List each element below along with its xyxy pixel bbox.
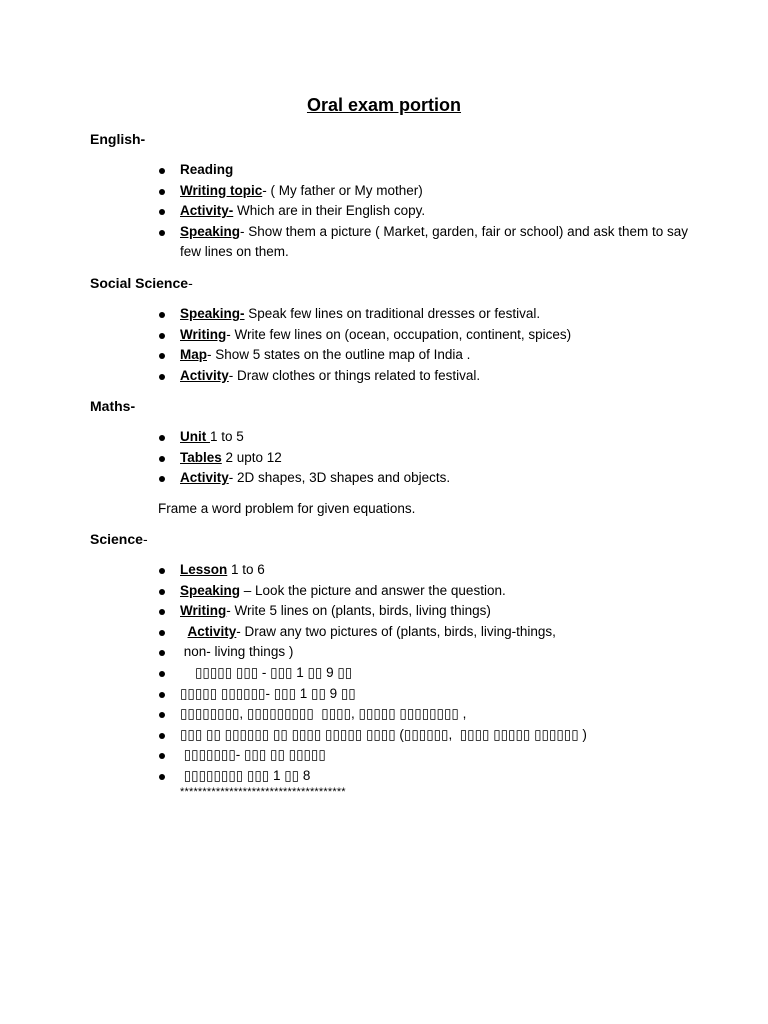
item-text: – Look the picture and answer the question. [240,582,506,598]
item-key: Activity- [180,203,234,219]
section-heading-english: English- [90,131,146,147]
item-text: - Draw any two pictures of (plants, birds, living-things, [236,623,556,639]
item-text: - Draw clothes or things related to festival. [228,367,481,383]
list-item-hindi: ▯▯▯▯▯▯▯▯, ▯▯▯▯▯▯▯▯▯ ▯▯▯▯, ▯▯▯▯▯ ▯▯▯▯▯▯▯▯ , [158,704,698,725]
social-science-list [158,304,698,386]
section-heading-science [90,531,148,547]
item-text: - Write 5 lines on (plants, birds, living things) [226,603,491,619]
item-key: Writing [180,326,227,342]
item-key: Speaking [180,582,241,598]
maths-note: Frame a word problem for given equations. [158,501,416,516]
item-text: 2 upto 12 [221,449,282,465]
item-text: - Write few lines on (ocean, occupation, continent, spices) [226,326,572,342]
item-key: Writing [180,603,227,619]
list-item [158,181,698,202]
heading-dash: - [142,531,148,547]
list-item [158,325,698,346]
item-indent [180,624,188,639]
item-text: 1 to 5 [210,429,244,444]
item-key: Reading [180,162,234,177]
list-item [158,448,698,469]
item-text: Which are in their English copy. [233,203,426,219]
item-key: Activity [180,367,229,383]
item-key: Activity [187,623,237,639]
list-item [158,560,698,581]
item-key: Lesson [180,562,228,577]
list-item [158,581,698,602]
list-item [158,160,698,181]
list-item-hindi: ▯▯▯▯▯ ▯▯▯▯▯▯- ▯▯▯ 1 ▯▯ 9 ▯▯ [158,684,698,705]
section-heading-maths: Maths- [90,398,136,414]
item-key: Speaking [180,223,241,239]
list-item [158,601,698,622]
english-list [158,160,698,263]
page-title: Oral exam portion [306,95,462,115]
item-key: Activity [180,470,229,486]
science-list [158,560,698,787]
item-text: Speak few lines on traditional dresses or festival. [244,306,541,321]
list-item-hindi: ▯▯▯▯▯▯▯▯ ▯▯▯ 1 ▯▯ 8 [158,766,698,787]
list-item [158,201,698,222]
list-item-hindi: ▯▯▯▯▯▯▯- ▯▯▯ ▯▯ ▯▯▯▯▯ [158,745,698,766]
item-key: Writing topic [180,182,263,198]
item-text: - 2D shapes, 3D shapes and objects. [228,470,451,486]
heading-text: Social Science [90,275,189,291]
item-text: - Show them a picture ( Market, garden, fair or school) and ask them to say few lines on them. [180,223,688,260]
list-item-hindi: ▯▯▯▯▯ ▯▯▯ - ▯▯▯ 1 ▯▯ 9 ▯▯ [158,663,698,684]
list-item [158,468,698,489]
item-key: Map [180,347,207,363]
list-item [158,427,698,448]
item-key: Tables [180,449,222,465]
list-item [158,642,698,663]
item-text: - ( My father or My mother) [262,182,423,198]
section-heading-social-science [90,275,193,291]
list-item [158,366,698,387]
list-item [158,304,698,325]
item-text: non- living things ) [183,644,294,660]
heading-text: Science [90,531,143,547]
list-item [158,345,698,366]
item-key: Speaking- [180,306,245,321]
item-text: 1 to 6 [227,562,265,577]
asterisk-divider: ************************************* [180,786,346,798]
item-text: - Show 5 states on the outline map of India . [207,347,471,363]
list-item [158,222,698,263]
heading-dash: - [188,275,193,291]
list-item-hindi: ▯▯▯ ▯▯ ▯▯▯▯▯▯ ▯▯ ▯▯▯▯ ▯▯▯▯▯ ▯▯▯▯ (▯▯▯▯▯▯, ▯▯▯▯ ▯▯▯▯▯ ▯▯▯▯▯▯ ) [158,725,698,746]
maths-list [158,427,698,489]
list-item [158,622,698,643]
item-key: Unit [180,429,210,444]
